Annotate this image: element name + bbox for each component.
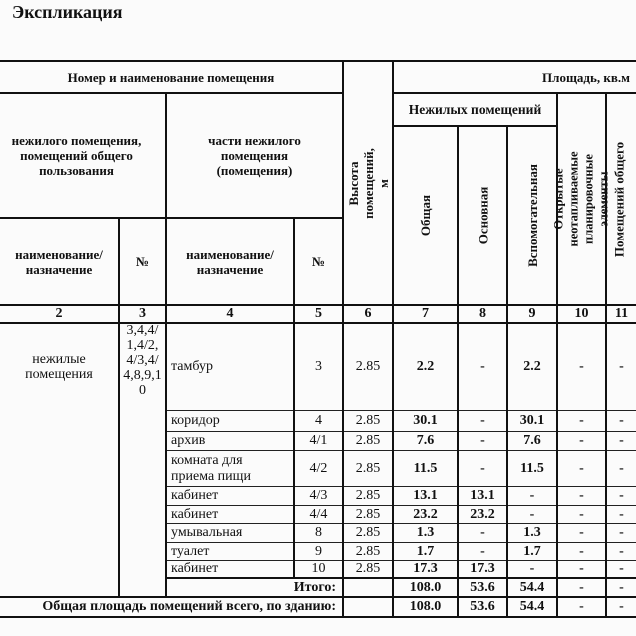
subtotal-open: - [579, 579, 584, 595]
subtotal-label: Итого: [293, 579, 336, 595]
cell-aux: 1.7 [523, 543, 541, 559]
cell-name: кабинет [171, 488, 219, 503]
header-group-right: Площадь, кв.м [542, 69, 630, 85]
cell-main: - [480, 413, 485, 428]
header-aux: Вспомогательная [524, 164, 540, 267]
grand-total-aux: 54.4 [519, 599, 545, 614]
cell-common: - [619, 488, 624, 503]
cell-aux: 30.1 [519, 413, 545, 428]
cell-no: 4/2 [309, 460, 328, 476]
header-nonres: Нежилых помещений [408, 102, 542, 117]
cell-open: - [579, 359, 584, 374]
column-number: 7 [422, 306, 429, 321]
document-title: Экспликация [12, 2, 123, 22]
header-height: Высота помещений, м [345, 147, 391, 219]
cell-open: - [579, 460, 584, 476]
header-main: Основная [475, 186, 490, 245]
cell-name: тамбур [171, 359, 213, 374]
cell-aux: - [529, 506, 535, 522]
cell-no: 4 [315, 413, 322, 428]
cell-height: 2.85 [355, 488, 381, 503]
cell-total: 2.2 [416, 359, 435, 374]
cell-name: умывальная [171, 525, 243, 540]
cell-main: 13.1 [470, 488, 495, 503]
group-numbers: 3,4,4/ 1,4/2, 4/3,4/ 4,8,9,1 0 [123, 323, 162, 398]
cell-name: туалет [171, 543, 210, 559]
subtotal-aux: 54.4 [519, 579, 545, 595]
cell-name: комната для приема пищи [171, 452, 251, 484]
cell-open: - [579, 543, 584, 559]
cell-no: 10 [311, 561, 326, 576]
subtotal-main: 53.6 [470, 579, 495, 595]
cell-open: - [579, 433, 584, 448]
cell-total: 30.1 [413, 413, 438, 428]
cell-main: - [480, 433, 485, 448]
cell-aux: - [529, 561, 535, 576]
cell-common: - [619, 433, 624, 448]
cell-height: 2.85 [355, 561, 381, 576]
cell-open: - [579, 488, 584, 503]
cell-main: 23.2 [470, 506, 495, 522]
cell-no: 4/4 [309, 506, 328, 522]
cell-name: кабинет [171, 506, 219, 522]
cell-aux: 7.6 [523, 433, 541, 448]
column-number: 5 [315, 306, 322, 321]
cell-total: 1.7 [416, 543, 435, 559]
cell-main: - [480, 460, 485, 476]
column-number: 8 [479, 306, 486, 321]
cell-no: 3 [315, 359, 322, 374]
cell-aux: 2.2 [523, 359, 541, 374]
cell-common: - [619, 359, 624, 374]
cell-aux: 1.3 [523, 525, 541, 540]
column-number: 3 [139, 306, 146, 321]
cell-common: - [619, 460, 624, 476]
column-number: 2 [55, 306, 63, 321]
cell-total: 23.2 [413, 506, 438, 522]
header-parts: части нежилого помещения (помещения) [208, 133, 301, 178]
cell-height: 2.85 [355, 413, 381, 428]
grand-total-label: Общая площадь помещений всего, по зданию: [42, 599, 336, 614]
cell-total: 11.5 [413, 460, 438, 476]
cell-height: 2.85 [355, 433, 381, 448]
cell-main: - [480, 525, 485, 540]
cell-name: коридор [171, 413, 220, 428]
grand-total-main: 53.6 [470, 599, 495, 614]
cell-common: - [619, 525, 624, 540]
cell-common: - [619, 561, 624, 576]
cell-main: 17.3 [470, 561, 495, 576]
cell-common: - [619, 413, 624, 428]
cell-total: 13.1 [413, 488, 438, 503]
cell-name: кабинет [171, 561, 219, 576]
header-open: Открытые неотапливаемые планировочные элементы [551, 151, 611, 247]
column-number: 4 [226, 306, 234, 321]
cell-height: 2.85 [355, 359, 381, 374]
header-total: Общая [418, 194, 433, 237]
grand-total-total: 108.0 [409, 599, 442, 614]
cell-total: 1.3 [416, 525, 435, 540]
cell-common: - [619, 543, 624, 559]
cell-total: 7.6 [416, 433, 435, 448]
cell-aux: - [529, 488, 535, 503]
cell-no: 4/1 [309, 433, 328, 448]
cell-main: - [480, 543, 485, 559]
cell-no: 9 [315, 543, 322, 559]
cell-open: - [579, 525, 584, 540]
header-group-left: Номер и наименование помещения [67, 69, 275, 85]
column-number: 9 [528, 306, 536, 321]
cell-total: 17.3 [413, 561, 438, 576]
cell-open: - [579, 506, 584, 522]
cell-height: 2.85 [355, 525, 381, 540]
header-no2: № [311, 254, 326, 269]
cell-name: архив [171, 433, 206, 448]
header-common: Помещений общего [611, 141, 627, 257]
cell-height: 2.85 [355, 543, 381, 559]
column-number: 11 [614, 306, 629, 321]
cell-aux: 11.5 [520, 460, 544, 476]
cell-open: - [579, 413, 584, 428]
header-name1: наименование/ назначение [15, 246, 103, 277]
cell-open: - [579, 561, 584, 576]
grand-total-open: - [579, 599, 584, 614]
subtotal-common: - [619, 579, 624, 595]
column-number: 10 [574, 306, 589, 321]
cell-height: 2.85 [355, 506, 381, 522]
header-no1: № [135, 254, 150, 269]
cell-no: 4/3 [309, 488, 328, 503]
cell-main: - [480, 359, 485, 374]
column-number: 6 [364, 306, 372, 321]
cell-common: - [619, 506, 624, 522]
subtotal-total: 108.0 [409, 579, 442, 595]
grand-total-common: - [619, 599, 624, 614]
group-name: нежилые помещения [25, 351, 93, 382]
header-premises: нежилого помещения, помещений общего пользования [11, 133, 142, 178]
cell-no: 8 [315, 525, 322, 540]
header-name2: наименование/ назначение [186, 246, 274, 277]
cell-height: 2.85 [355, 460, 381, 476]
